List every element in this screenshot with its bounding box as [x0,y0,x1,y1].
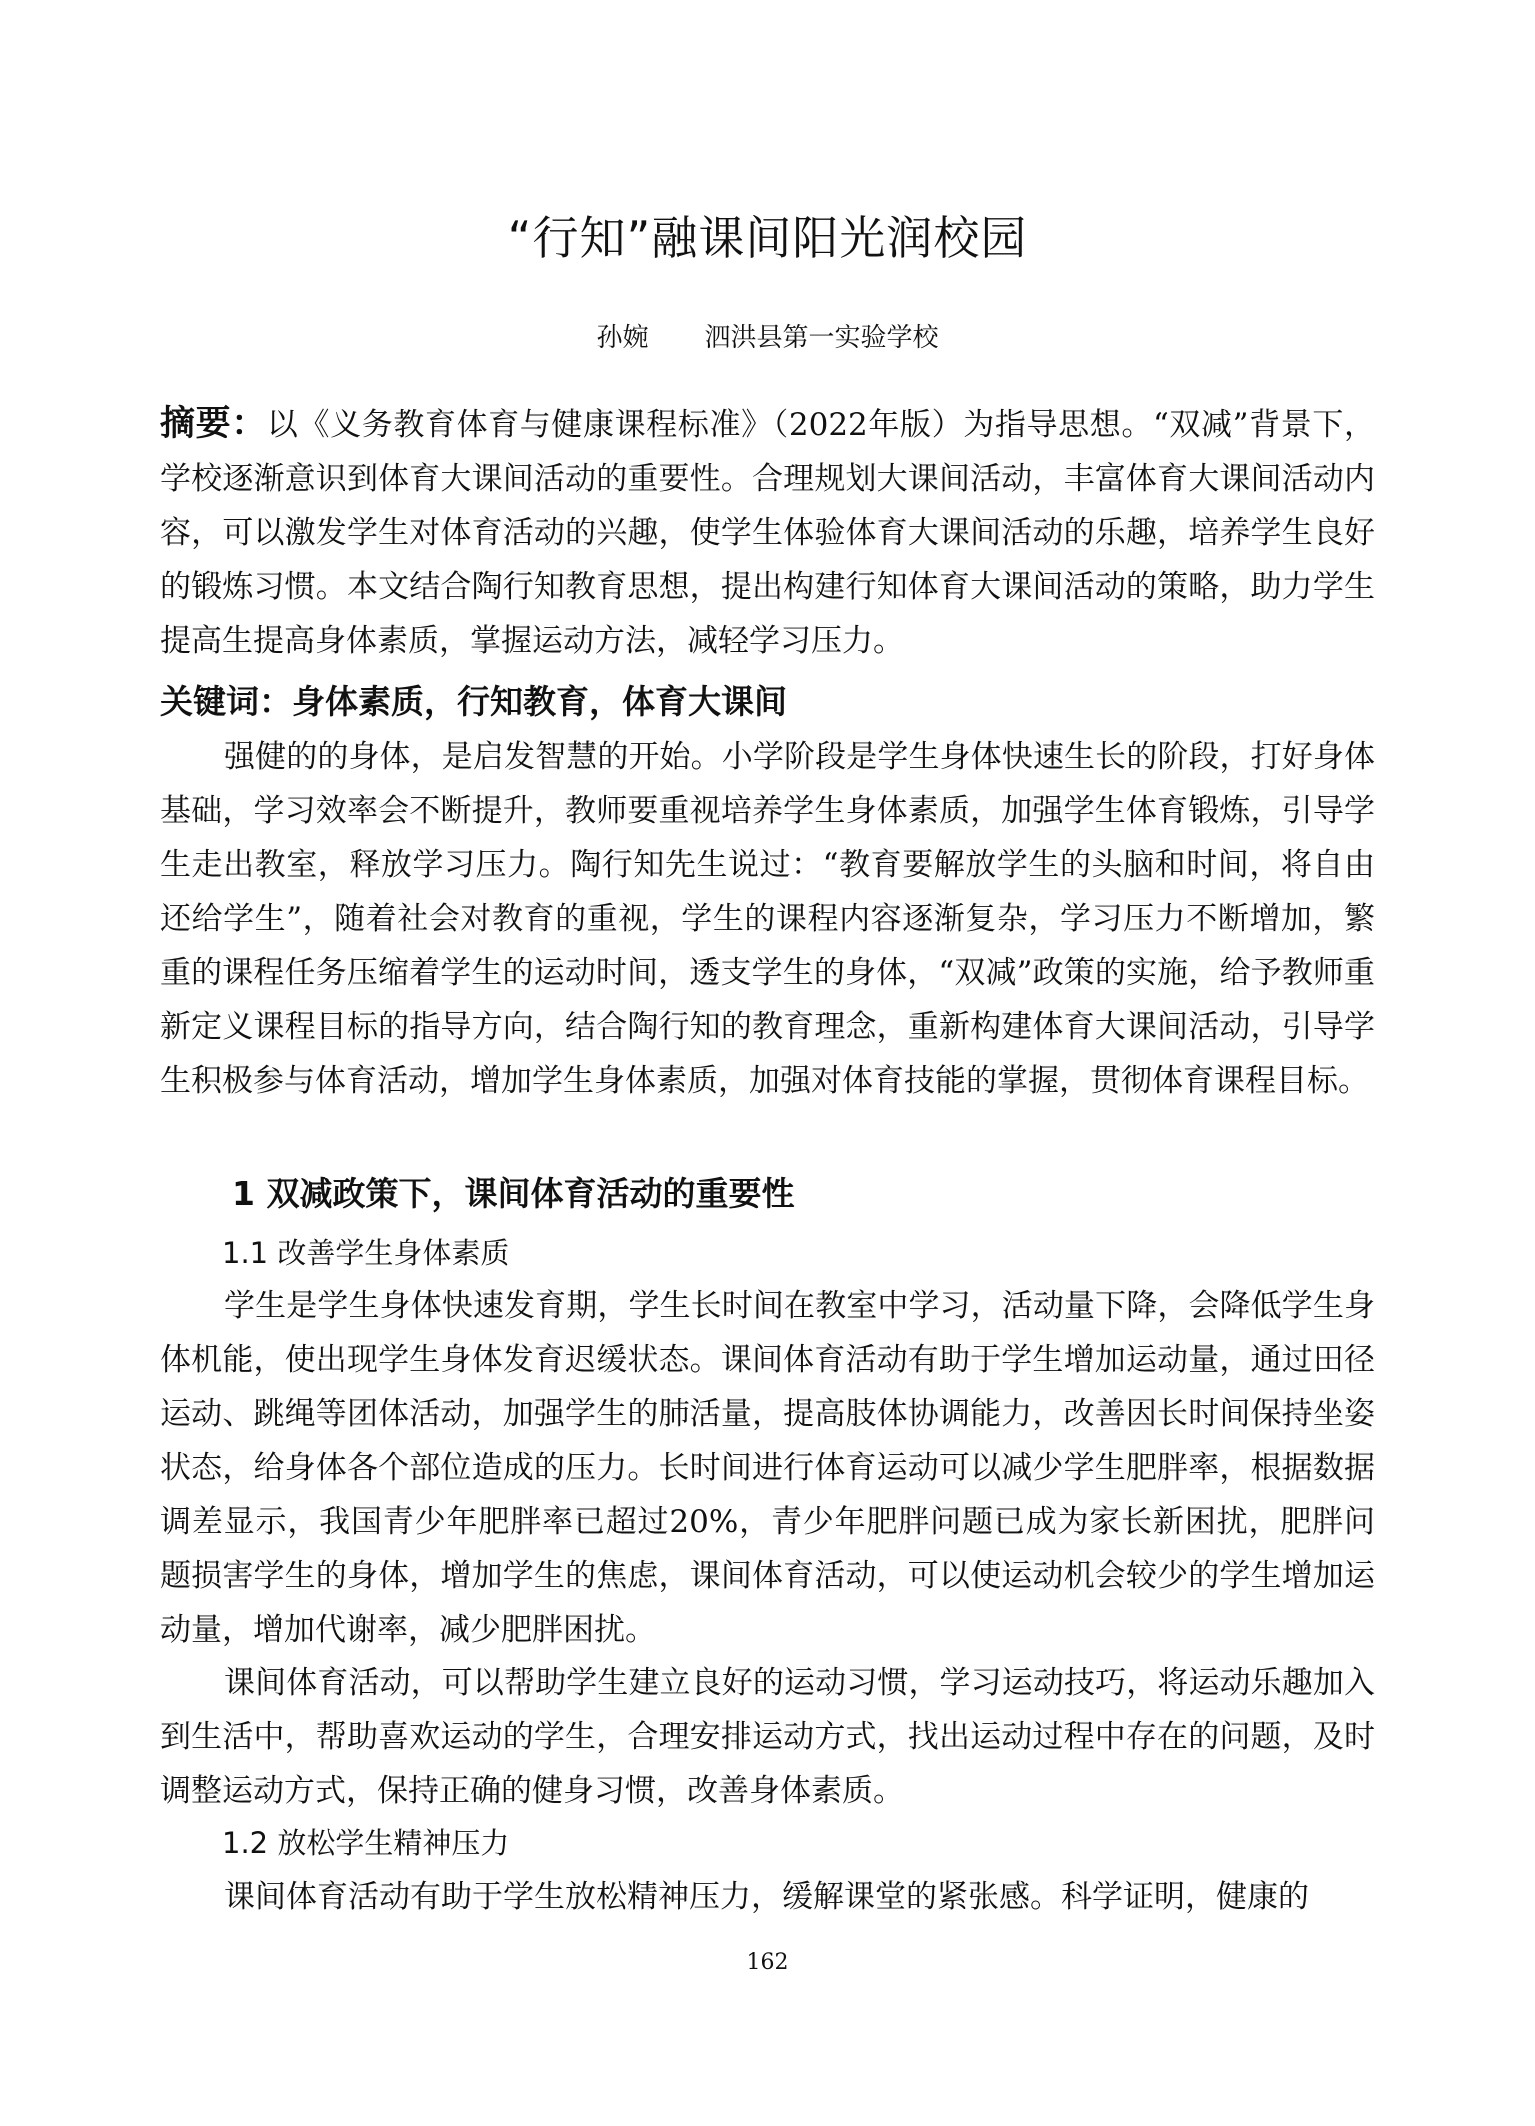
abstract-text: 以《义务教育体育与健康课程标准》（2022年版）为指导思想。“双减”背景下，学校逐渐意识到体育大课间活动的重要性。合理规划大课间活动，丰富体育大课间活动内容，可以激发学生对体育活动的兴趣，使学生体验体育大课间活动的乐趣，培养学生良好的锻炼习惯。本文结合陶行知教育思想，提出构建行知体育大课间活动的策略，助力学生提高生提高身体素质，掌握运动方法，减轻学习压力。 [160,407,1375,659]
keywords: 关键词：身体素质，行知教育，体育大课间 [160,682,787,721]
author-name: 孙婉 [596,323,649,353]
page-number: 162 [746,1950,789,1975]
section-1-1-para-1-block [160,1279,1375,1657]
section-1-1-heading: 1.1 改善学生身体素质 [222,1236,510,1270]
section-1-1-para-2-block [160,1656,1375,1818]
section-1-heading: 1 双减政策下，课间体育活动的重要性 [232,1174,795,1213]
intro-paragraph-block [160,730,1375,1108]
section-1-2-para-1-block [160,1870,1375,1924]
section-1-2-para-1: 课间体育活动有助于学生放松精神压力，缓解课堂的紧张感。科学证明，健康的 [224,1879,1309,1915]
section-1-1-para-1: 学生是学生身体快速发育期，学生长时间在教室中学习，活动量下降，会降低学生身体机能，使出现学生身体发育迟缓状态。课间体育活动有助于学生增加运动量，通过田径运动、跳绳等团体活动，加强学生的肺活量，提高肢体协调能力，改善因长时间保持坐姿状态，给身体各个部位造成的压力。长时间进行体育运动可以减少学生肥胖率，根据数据调差显示，我国青少年肥胖率已超过20%，青少年肥胖问题已成为家长新困扰，肥胖问题损害学生的身体，增加学生的焦虑，课间体育活动，可以使运动机会较少的学生增加运动量，增加代谢率，减少肥胖困扰。 [160,1288,1375,1648]
section-1-1-para-2: 课间体育活动，可以帮助学生建立良好的运动习惯，学习运动技巧，将运动乐趣加入到生活中，帮助喜欢运动的学生，合理安排运动方式，找出运动过程中存在的问题，及时调整运动方式，保持正确的健身习惯，改善身体素质。 [160,1665,1375,1809]
author-line [0,320,1535,356]
intro-paragraph: 强健的的身体，是启发智慧的开始。小学阶段是学生身体快速生长的阶段，打好身体基础，学习效率会不断提升，教师要重视培养学生身体素质，加强学生体育锻炼，引导学生走出教室，释放学习压力。陶行知先生说过：“教育要解放学生的头脑和时间，将自由还给学生”，随着社会对教育的重视，学生的课程内容逐渐复杂，学习压力不断增加，繁重的课程任务压缩着学生的运动时间，透支学生的身体，“双减”政策的实施，给予教师重新定义课程目标的指导方向，结合陶行知的教育理念，重新构建体育大课间活动，引导学生积极参与体育活动，增加学生身体素质，加强对体育技能的掌握，贯彻体育课程目标。 [160,739,1375,1099]
author-affiliation: 泗洪县第一实验学校 [704,323,939,353]
abstract-label: 摘要： [160,404,267,444]
abstract [160,397,1375,668]
paper-title: “行知”融课间阳光润校园 [507,211,1028,265]
section-1-2-heading: 1.2 放松学生精神压力 [222,1826,510,1860]
